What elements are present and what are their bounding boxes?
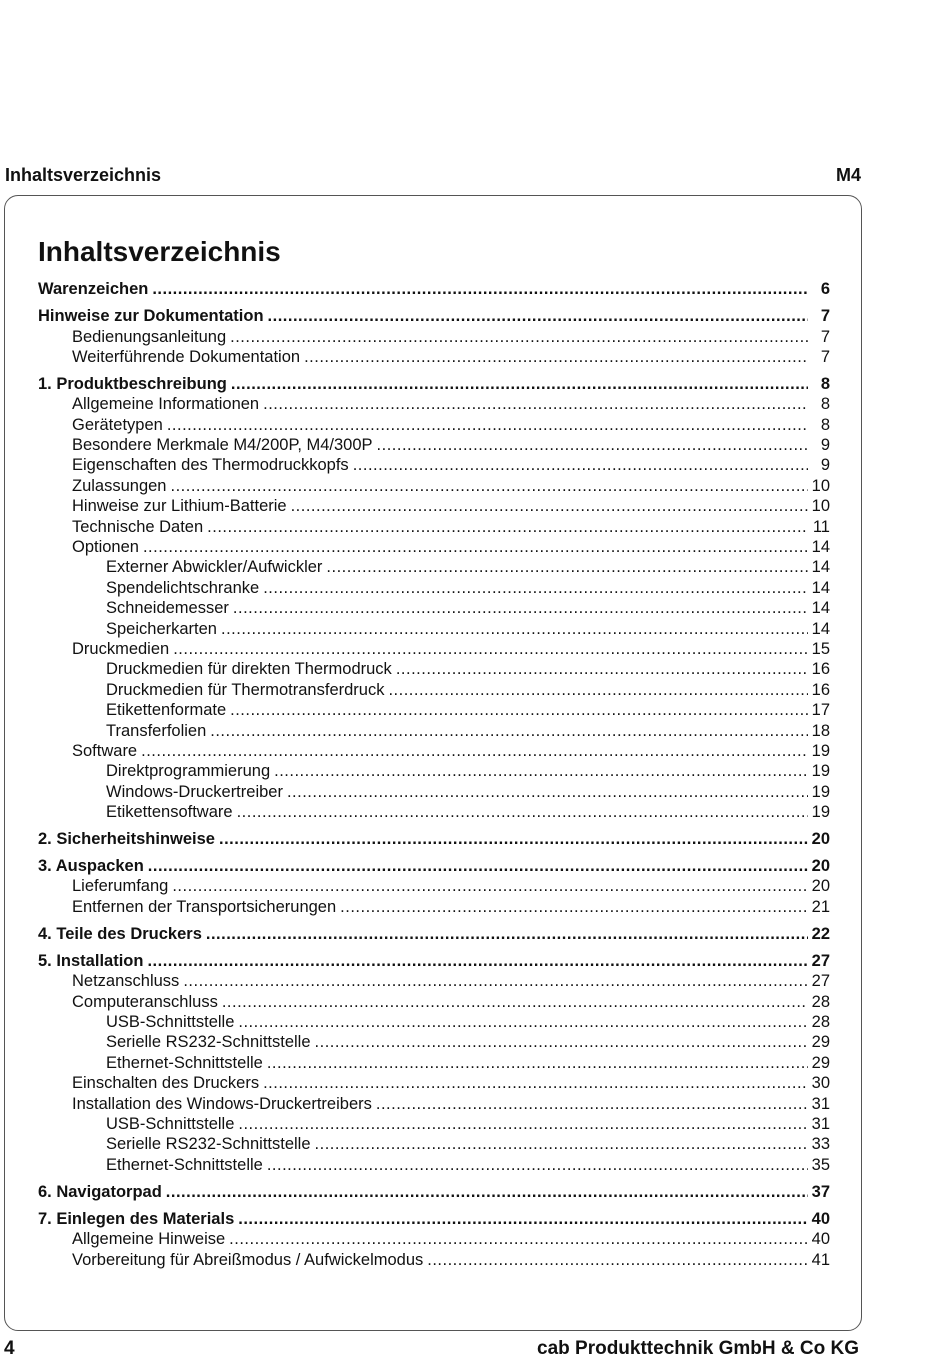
toc-entry-page: 8	[820, 395, 830, 414]
toc-entry-page: 31	[811, 1094, 830, 1113]
toc-entry-label: Bedienungsanleitung	[72, 327, 227, 346]
toc-entry[interactable]	[38, 375, 830, 396]
toc-entry[interactable]	[38, 783, 830, 803]
toc-entry[interactable]	[38, 497, 830, 517]
toc-entry-label: Lieferumfang	[72, 877, 169, 896]
toc-entry-page: 7	[820, 347, 830, 366]
dot-leader	[222, 993, 808, 1012]
toc-entry-page: 28	[811, 1013, 830, 1032]
toc-entry[interactable]	[38, 993, 830, 1013]
toc-entry[interactable]	[38, 1230, 830, 1250]
dot-leader	[166, 1183, 808, 1202]
toc-entry[interactable]	[38, 1156, 830, 1176]
dot-leader	[230, 328, 808, 347]
dot-leader	[388, 681, 807, 700]
toc-entry[interactable]	[38, 620, 830, 640]
toc-entry-page: 6	[820, 280, 830, 298]
toc-entry-page: 8	[820, 415, 830, 434]
toc-entry-page: 10	[811, 476, 830, 495]
toc-entry-page: 27	[811, 972, 830, 991]
toc-entry-page: 10	[811, 497, 830, 516]
dot-leader	[396, 660, 808, 679]
dot-leader	[238, 1210, 807, 1229]
toc-entry-label: Einschalten des Druckers	[72, 1074, 260, 1093]
toc-entry-page: 21	[811, 897, 830, 916]
toc-entry-label: Serielle RS232-Schnittstelle	[106, 1135, 311, 1154]
dot-leader	[340, 898, 807, 917]
dot-leader	[172, 877, 807, 896]
dot-leader	[148, 857, 808, 876]
toc-entry-page: 29	[811, 1033, 830, 1052]
table-of-contents	[38, 280, 830, 1271]
toc-entry[interactable]	[38, 558, 830, 578]
dot-leader	[141, 742, 808, 761]
toc-entry[interactable]	[38, 328, 830, 348]
toc-entry[interactable]	[38, 762, 830, 782]
toc-entry[interactable]	[38, 538, 830, 558]
dot-leader	[353, 456, 808, 475]
toc-entry-page: 17	[811, 701, 830, 720]
toc-entry-label: 6. Navigatorpad	[38, 1182, 162, 1201]
dot-leader	[263, 395, 808, 414]
dot-leader	[263, 1074, 808, 1093]
dot-leader	[287, 783, 808, 802]
toc-entry[interactable]	[38, 742, 830, 762]
dot-leader	[237, 803, 808, 822]
dot-leader	[219, 830, 808, 849]
toc-entry[interactable]	[38, 722, 830, 742]
toc-entry-label: Computeranschluss	[72, 992, 218, 1011]
toc-entry[interactable]	[38, 877, 830, 897]
toc-entry[interactable]	[38, 436, 830, 456]
toc-entry[interactable]	[38, 681, 830, 701]
toc-entry-label: Entfernen der Transportsicherungen	[72, 897, 337, 916]
toc-entry[interactable]	[38, 1135, 830, 1155]
toc-entry-page: 31	[811, 1115, 830, 1133]
toc-entry[interactable]	[38, 1210, 830, 1231]
footer-company: cab Produkttechnik GmbH & Co KG	[537, 1338, 859, 1359]
toc-entry-label: Installation des Windows-Druckertreibers	[72, 1094, 372, 1113]
running-header-model: M4	[836, 165, 862, 185]
toc-entry-label: Optionen	[72, 538, 139, 557]
toc-entry-page: 14	[811, 578, 830, 597]
toc-entry[interactable]	[38, 579, 830, 599]
toc-entry-label: Schneidemesser	[106, 599, 229, 618]
toc-entry[interactable]	[38, 1183, 830, 1204]
dot-leader	[230, 701, 808, 720]
toc-entry-label: Druckmedien für Thermotransferdruck	[106, 680, 385, 699]
toc-entry-label: Externer Abwickler/Aufwickler	[106, 558, 323, 577]
toc-entry-page: 41	[811, 1250, 830, 1269]
toc-entry-page: 14	[811, 558, 830, 577]
toc-entry[interactable]	[38, 1115, 830, 1135]
toc-entry-label: Gerätetypen	[72, 415, 163, 434]
toc-entry-label: Software	[72, 741, 138, 760]
toc-entry-page: 7	[820, 307, 830, 325]
toc-entry-page: 9	[820, 436, 830, 455]
toc-entry[interactable]	[38, 280, 830, 301]
page-number: 4	[4, 1338, 15, 1359]
toc-entry-label: Warenzeichen	[38, 280, 149, 298]
toc-entry[interactable]	[38, 1074, 830, 1094]
toc-entry-label: Speicherkarten	[106, 619, 217, 638]
toc-entry-label: Etikettenformate	[106, 701, 227, 720]
toc-entry-label: Technische Daten	[72, 517, 204, 536]
dot-leader	[315, 1033, 808, 1052]
toc-entry[interactable]	[38, 518, 830, 538]
toc-entry-label: 7. Einlegen des Materials	[38, 1209, 235, 1228]
toc-entry-page: 19	[811, 803, 830, 822]
toc-entry-page: 28	[811, 992, 830, 1011]
toc-entry-page: 19	[811, 782, 830, 801]
toc-entry-page: 29	[811, 1053, 830, 1072]
toc-entry-label: 5. Installation	[38, 951, 144, 970]
toc-entry-page: 33	[811, 1135, 830, 1154]
dot-leader	[267, 1054, 808, 1073]
toc-entry[interactable]	[38, 640, 830, 660]
dot-leader	[206, 925, 808, 944]
toc-entry-page: 7	[820, 327, 830, 346]
toc-entry-label: Druckmedien für direkten Thermodruck	[106, 660, 392, 679]
dot-leader	[152, 280, 808, 299]
toc-entry[interactable]	[38, 456, 830, 476]
toc-entry-label: Direktprogrammierung	[106, 762, 271, 781]
toc-entry-label: Allgemeine Hinweise	[72, 1230, 226, 1249]
toc-entry-label: 1. Produktbeschreibung	[38, 374, 227, 393]
dot-leader	[147, 952, 807, 971]
toc-entry-label: Etikettensoftware	[106, 803, 233, 822]
toc-entry-page: 14	[811, 599, 830, 618]
toc-entry-page: 15	[811, 639, 830, 658]
toc-entry-label: Weiterführende Dokumentation	[72, 347, 301, 366]
dot-leader	[267, 1156, 808, 1175]
toc-entry-label: Hinweise zur Dokumentation	[38, 307, 264, 325]
dot-leader	[377, 436, 808, 455]
toc-entry[interactable]	[38, 972, 830, 992]
toc-entry-label: Serielle RS232-Schnittstelle	[106, 1033, 311, 1052]
toc-entry-page: 37	[811, 1182, 830, 1201]
dot-leader	[268, 307, 808, 326]
dot-leader	[427, 1251, 807, 1270]
toc-entry[interactable]	[38, 1013, 830, 1033]
toc-entry-label: USB-Schnittstelle	[106, 1115, 235, 1133]
toc-entry-page: 19	[811, 762, 830, 781]
toc-entry-label: Spendelichtschranke	[106, 578, 260, 597]
toc-entry[interactable]	[38, 925, 830, 946]
toc-entry[interactable]	[38, 803, 830, 823]
toc-entry-page: 20	[811, 856, 830, 875]
dot-leader	[233, 599, 808, 618]
toc-entry[interactable]	[38, 477, 830, 497]
toc-entry-page: 30	[811, 1074, 830, 1093]
dot-leader	[231, 375, 808, 394]
dot-leader	[167, 416, 808, 435]
toc-entry[interactable]	[38, 599, 830, 619]
toc-entry[interactable]	[38, 857, 830, 878]
dot-leader	[274, 762, 808, 781]
toc-entry-page: 16	[811, 660, 830, 679]
toc-entry-page: 20	[811, 877, 830, 896]
toc-entry-page: 18	[811, 721, 830, 740]
dot-leader	[210, 722, 807, 741]
toc-entry-label: Netzanschluss	[72, 972, 180, 991]
dot-leader	[304, 348, 808, 367]
toc-entry-label: 3. Auspacken	[38, 856, 144, 875]
toc-entry[interactable]	[38, 898, 830, 918]
toc-entry[interactable]	[38, 348, 830, 368]
dot-leader	[326, 558, 807, 577]
toc-entry-label: Ethernet-Schnittstelle	[106, 1053, 263, 1072]
toc-entry-page: 19	[811, 741, 830, 760]
dot-leader	[238, 1115, 807, 1134]
toc-entry-page: 35	[811, 1155, 830, 1174]
dot-leader	[238, 1013, 807, 1032]
toc-entry-page: 11	[812, 517, 830, 536]
toc-entry[interactable]	[38, 1054, 830, 1074]
toc-entry-label: Hinweise zur Lithium-Batterie	[72, 497, 287, 516]
toc-entry-page: 14	[811, 538, 830, 557]
toc-entry[interactable]	[38, 1095, 830, 1115]
toc-entry-page: 16	[811, 680, 830, 699]
dot-leader	[173, 640, 807, 659]
dot-leader	[143, 538, 808, 557]
toc-entry-label: Druckmedien	[72, 639, 170, 658]
toc-entry-label: Ethernet-Schnittstelle	[106, 1155, 263, 1174]
toc-entry-page: 22	[811, 924, 830, 943]
dot-leader	[376, 1095, 808, 1114]
toc-entry-label: Allgemeine Informationen	[72, 395, 260, 414]
dot-leader	[229, 1230, 807, 1249]
toc-entry[interactable]	[38, 660, 830, 680]
dot-leader	[170, 477, 807, 496]
toc-entry-label: 4. Teile des Druckers	[38, 924, 202, 943]
dot-leader	[315, 1135, 808, 1154]
toc-entry[interactable]	[38, 1033, 830, 1053]
toc-entry-label: Windows-Druckertreiber	[106, 782, 283, 801]
toc-entry-label: Vorbereitung für Abreißmodus / Aufwickelmodus	[72, 1250, 424, 1269]
page-title: Inhaltsverzeichnis	[38, 236, 281, 267]
toc-entry-label: Transferfolien	[106, 721, 207, 740]
dot-leader	[221, 620, 808, 639]
dot-leader	[183, 972, 807, 991]
toc-entry[interactable]	[38, 395, 830, 415]
toc-entry-label: 2. Sicherheitshinweise	[38, 829, 215, 848]
dot-leader	[291, 497, 808, 516]
toc-entry-page: 40	[811, 1230, 830, 1249]
toc-entry-label: USB-Schnittstelle	[106, 1013, 235, 1032]
toc-entry[interactable]	[38, 307, 830, 328]
dot-leader	[207, 518, 808, 537]
toc-entry-page: 40	[811, 1209, 830, 1228]
toc-entry-page: 9	[820, 456, 830, 475]
toc-entry-label: Besondere Merkmale M4/200P, M4/300P	[72, 436, 373, 455]
toc-entry-page: 8	[820, 374, 830, 393]
toc-entry-page: 14	[811, 619, 830, 638]
toc-entry-page: 27	[811, 951, 830, 970]
toc-entry-label: Zulassungen	[72, 476, 167, 495]
toc-entry[interactable]	[38, 416, 830, 436]
toc-entry[interactable]	[38, 1251, 830, 1271]
toc-entry[interactable]	[38, 701, 830, 721]
toc-entry-label: Eigenschaften des Thermodruckkopfs	[72, 456, 349, 475]
toc-entry[interactable]	[38, 830, 830, 851]
toc-entry[interactable]	[38, 952, 830, 973]
running-header-title: Inhaltsverzeichnis	[5, 165, 162, 185]
dot-leader	[263, 579, 807, 598]
toc-entry-page: 20	[811, 829, 830, 848]
